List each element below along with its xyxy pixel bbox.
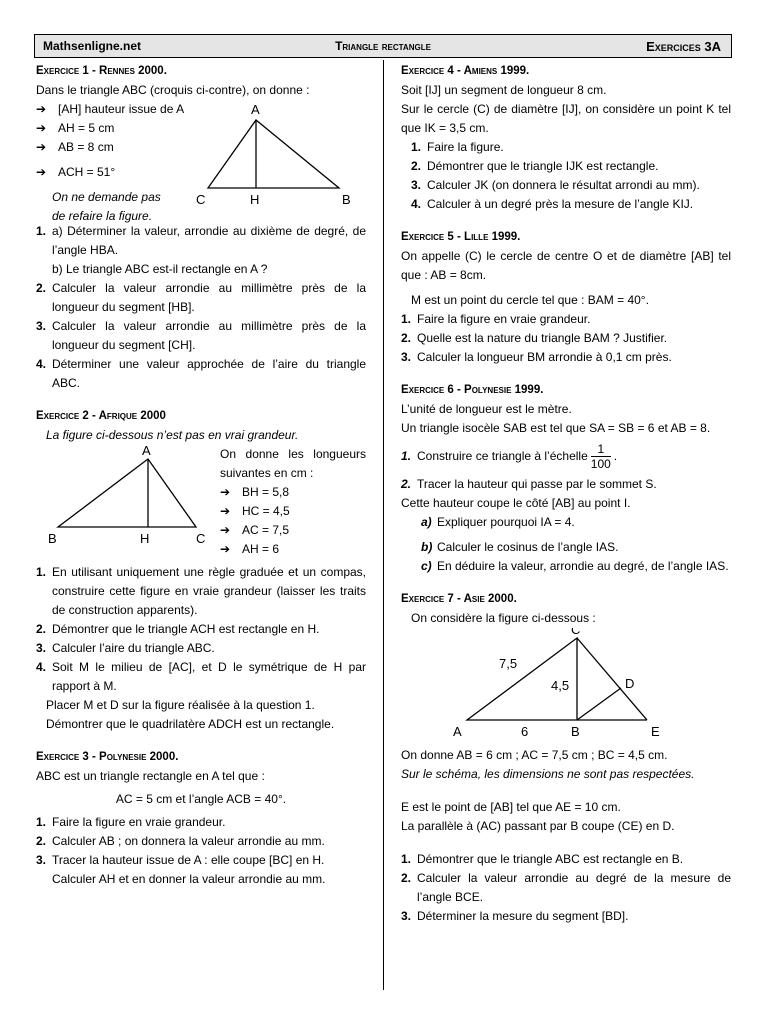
ex2-q4: 4. Soit M le milieu de [AC], et D le symétrique de H par rapport à M. <box>36 660 366 693</box>
ex6-q1: 1. Construire ce triangle à l’échelle $\frac{1}{100}$ . <box>401 442 618 471</box>
arrow-icon: ➔ <box>220 523 231 537</box>
ex3-intro: ABC est un triangle rectangle en A tel que : <box>36 769 265 783</box>
label-a: A <box>251 102 260 117</box>
ex1-note: On ne demande pas <box>52 190 161 204</box>
arrow-icon: ➔ <box>220 504 231 518</box>
ex7-note: Sur le schéma, les dimensions ne sont pas respectées. <box>401 767 695 781</box>
scale-fraction: $\frac{1}{100}$ <box>590 442 611 471</box>
ex2-given: ➔ AH = 6 <box>220 540 366 559</box>
ex6-line1: L’unité de longueur est le mètre. <box>401 402 572 416</box>
segment-ce <box>577 638 647 720</box>
ex7-title: Exercice 7 - Asie 2000. <box>401 593 517 605</box>
ex7-q2: 2. Calculer la valeur arrondie au degré de la mesure de l’angle BCE. <box>401 871 731 904</box>
left-column <box>36 62 366 889</box>
page-title: Triangle rectangle <box>335 39 431 53</box>
ex6-qc: c) En déduire la valeur, arrondie au degré, de l’angle IAS. <box>421 559 729 573</box>
segment-bd <box>577 688 621 720</box>
ex3-q3: 3. Tracer la hauteur issue de A : elle coupe [BC] en H. <box>36 853 325 867</box>
ex2-note: La figure ci-dessous n’est pas en vrai grandeur. <box>46 428 299 442</box>
ex2-q4b: Placer M et D sur la figure réalisée à la question 1. <box>46 698 315 712</box>
ex7-q1: 1. Démontrer que le triangle ABC est rectangle en B. <box>401 852 684 866</box>
ex1-title: Exercice 1 - Rennes 2000. <box>36 65 167 77</box>
ex1-q4: 4. Déterminer une valeur approchée de l’aire du triangle ABC. <box>36 357 366 390</box>
right-column <box>401 62 731 926</box>
ex2-given: ➔ AC = 7,5 <box>220 521 366 540</box>
ex5-q1: 1. Faire la figure en vraie grandeur. <box>401 312 591 326</box>
ex4-q1: 1. Faire la figure. <box>411 140 504 154</box>
label-b: B <box>571 724 580 739</box>
ex1-note: de refaire la figure. <box>52 209 153 223</box>
ex7-line1: E est le point de [AB] tel que AE = 10 cm. <box>401 800 621 814</box>
label-6: 6 <box>521 724 529 739</box>
label-c: C <box>571 628 581 637</box>
ex1-q1a: 1. a) Déterminer la valeur, arrondie au dixième de degré, de l’angle HBA. <box>36 224 366 257</box>
ex6-line3: Cette hauteur coupe le côté [AB] au point I. <box>401 496 631 510</box>
label-e: E <box>651 724 660 739</box>
ex3-given: AC = 5 cm et l’angle ACB = 40°. <box>115 792 287 806</box>
sheet-label: Exercices 3A <box>646 39 721 54</box>
ex2-q1: 1. En utilisant uniquement une règle graduée et un compas, construire cette figure en vraie grandeur (laisser les traits de construction apparents). <box>36 565 366 617</box>
ex1-q2: 2. Calculer la valeur arrondie au millimètre près de la longueur du segment [HB]. <box>36 281 366 314</box>
ex2-q2: 2. Démontrer que le triangle ACH est rectangle en H. <box>36 622 320 636</box>
ex2-given: ➔ HC = 4,5 <box>220 502 366 521</box>
label-b: B <box>48 531 57 546</box>
label-a: A <box>142 445 151 458</box>
ex3-q1: 1. Faire la figure en vraie grandeur. <box>36 815 226 829</box>
label-a: A <box>453 724 462 739</box>
arrow-icon: ➔ <box>36 102 47 116</box>
label-c: C <box>196 531 206 546</box>
ex2-q4c: Démontrer que le quadrilatère ADCH est un rectangle. <box>46 717 335 731</box>
ex5-q3: 3. Calculer la longueur BM arrondie à 0,1 cm près. <box>401 350 672 364</box>
ex2-intro: On donne les longueurs suivantes en cm : <box>220 447 366 480</box>
triangle-abc <box>58 459 196 527</box>
ex5-line1: On appelle (C) le cercle de centre O et de diamètre [AB] tel que : AB = 8cm. <box>401 249 731 282</box>
ex6-qa: a) Expliquer pourquoi IA = 4. <box>421 515 575 529</box>
label-d: D <box>625 676 635 691</box>
label-4-5: 4,5 <box>551 678 570 693</box>
ex1-givens-block <box>36 100 366 223</box>
ex5-line2: M est un point du cercle tel que : BAM = 40°. <box>411 293 649 307</box>
ex6-line2: Un triangle isocèle SAB est tel que SA = SB = 6 et AB = 8. <box>401 421 711 435</box>
ex3-q2: 2. Calculer AB ; on donnera la valeur arrondie au mm. <box>36 834 325 848</box>
ex4-q4: 4. Calculer à un degré près la mesure de l’angle KIJ. <box>411 197 694 211</box>
ex4-q2: 2. Démontrer que le triangle IJK est rectangle. <box>411 159 659 173</box>
label-b: B <box>342 192 351 207</box>
ex1-q1b: b) Le triangle ABC est-il rectangle en A ? <box>52 262 268 276</box>
ex1-given: ➔ [AH] hauteur issue de A <box>36 100 366 119</box>
ex2-q3: 3. Calculer l’aire du triangle ABC. <box>36 641 215 655</box>
ex2-figure <box>36 445 216 553</box>
ex1-q3: 3. Calculer la valeur arrondie au millimètre près de la longueur du segment [CH]. <box>36 319 366 352</box>
ex7-line2: La parallèle à (AC) passant par B coupe (CE) en D. <box>401 819 675 833</box>
ex4-line1: Soit [IJ] un segment de longueur 8 cm. <box>401 83 607 97</box>
ex2-givens <box>220 445 366 559</box>
ex1-given: ➔ AH = 5 cm <box>36 119 366 138</box>
arrow-icon: ➔ <box>36 121 47 135</box>
triangle-abc <box>208 120 339 188</box>
ex6-title: Exercice 6 - Polynesie 1999. <box>401 384 544 396</box>
ex2-figure-block <box>36 445 366 556</box>
ex4-q3: 3. Calculer JK (on donnera le résultat arrondi au mm). <box>411 178 700 192</box>
ex1-intro: Dans le triangle ABC (croquis ci-contre), on donne : <box>36 83 310 97</box>
ex7-figure <box>401 628 721 740</box>
page-header <box>34 34 732 58</box>
ex5-title: Exercice 5 - Lille 1999. <box>401 231 521 243</box>
ex6-q2: 2. Tracer la hauteur qui passe par le sommet S. <box>401 477 657 491</box>
ex4-title: Exercice 4 - Amiens 1999. <box>401 65 530 77</box>
ex4-line2: Sur le cercle (C) de diamètre [IJ], on considère un point K tel que IK = 3,5 cm. <box>401 102 731 135</box>
ex2-title: Exercice 2 - Afrique 2000 <box>36 410 166 422</box>
arrow-icon: ➔ <box>220 485 231 499</box>
ex1-figure <box>194 100 354 212</box>
ex7-given: On donne AB = 6 cm ; AC = 7,5 cm ; BC = 4,5 cm. <box>401 748 668 762</box>
arrow-icon: ➔ <box>220 542 231 556</box>
label-h: H <box>250 192 260 207</box>
site-name: Mathsenligne.net <box>43 39 142 53</box>
label-c: C <box>196 192 206 207</box>
ex6-qb: b) Calculer le cosinus de l’angle IAS. <box>421 540 619 554</box>
label-h: H <box>140 531 150 546</box>
column-divider <box>383 60 384 990</box>
ex2-given: ➔ BH = 5,8 <box>220 483 366 502</box>
ex1-given: ➔ AB = 8 cm <box>36 138 366 157</box>
ex3-q3b: Calculer AH et en donner la valeur arrondie au mm. <box>52 872 326 886</box>
arrow-icon: ➔ <box>36 140 47 154</box>
label-7-5: 7,5 <box>499 656 518 671</box>
ex1-given: ➔ ACH = 51° <box>36 163 366 182</box>
arrow-icon: ➔ <box>36 165 47 179</box>
ex3-title: Exercice 3 - Polynesie 2000. <box>36 751 179 763</box>
ex7-q3: 3. Déterminer la mesure du segment [BD]. <box>401 909 629 923</box>
ex5-q2: 2. Quelle est la nature du triangle BAM ? Justifier. <box>401 331 668 345</box>
ex7-intro: On considère la figure ci-dessous : <box>411 611 596 625</box>
